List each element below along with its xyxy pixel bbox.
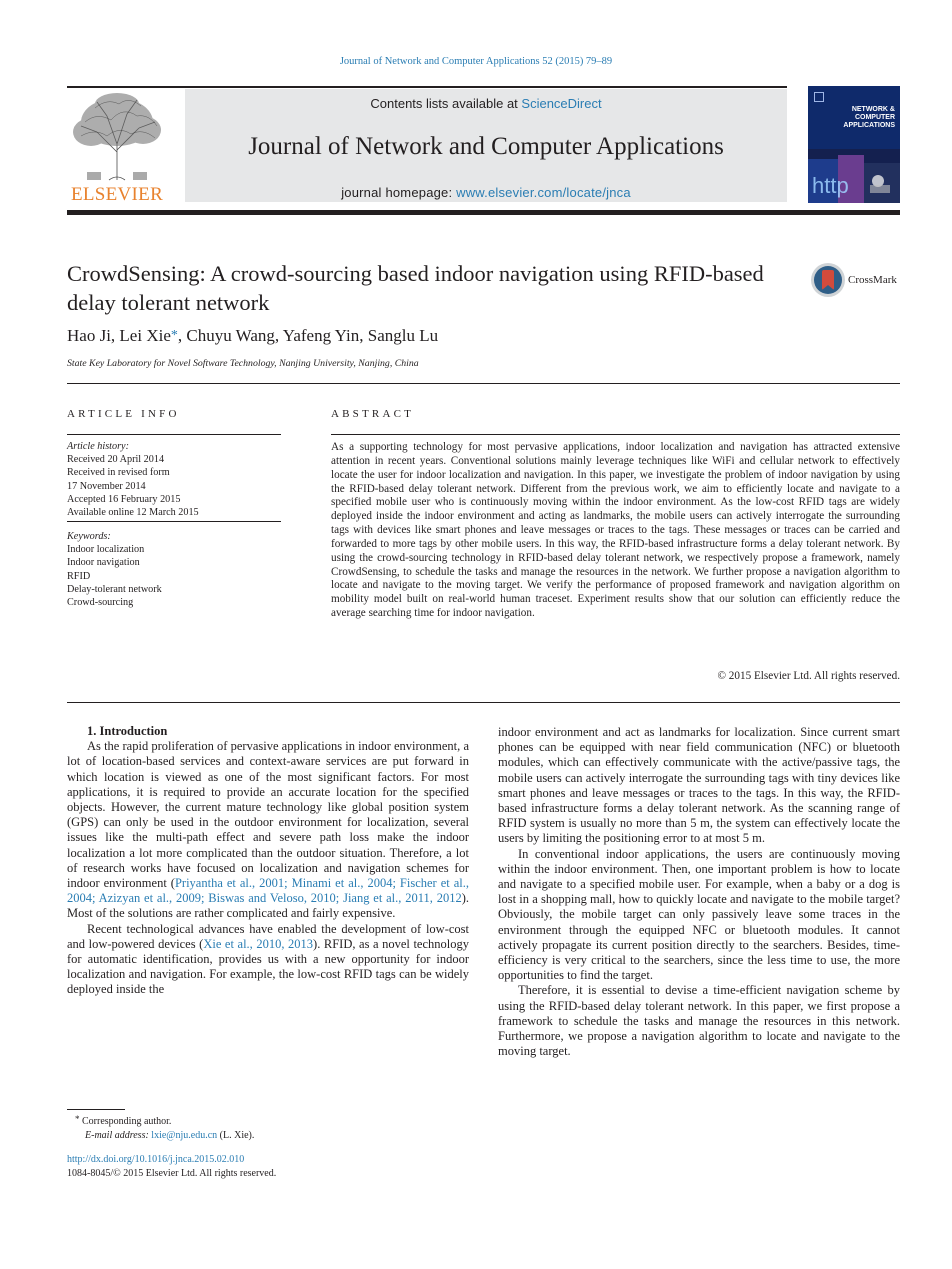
article-info-rule <box>67 434 281 435</box>
keyword-item: Indoor localization <box>67 544 145 556</box>
homepage-link[interactable]: www.elsevier.com/locate/jnca <box>456 185 631 200</box>
history-item: Received 20 April 2014 <box>67 454 165 466</box>
issn-line: 1084-8045/© 2015 Elsevier Ltd. All rights reserved. <box>67 1167 277 1179</box>
sciencedirect-link[interactable]: ScienceDirect <box>521 96 602 111</box>
journal-reference[interactable]: Journal of Network and Computer Applications 52 (2015) 79–89 <box>339 56 613 67</box>
abstract-heading: ABSTRACT <box>331 408 415 420</box>
contents-prefix: Contents lists available at <box>370 96 522 111</box>
journal-cover-image[interactable] <box>808 86 900 203</box>
history-rule <box>67 521 281 522</box>
body-column-right <box>498 725 900 1059</box>
crossmark-badge[interactable] <box>810 262 910 300</box>
citation-link[interactable]: Xie et al., 2010, 2013 <box>203 936 314 951</box>
journal-title: Journal of Network and Computer Applications <box>248 133 724 160</box>
keyword-item: Indoor navigation <box>67 557 140 569</box>
email-label: E-mail address: <box>85 1129 152 1141</box>
paragraph-text: ). Most of the solutions are rather complicated and fairly expensive. <box>67 891 469 921</box>
publisher-name: ELSEVIER <box>70 184 164 205</box>
section-heading: 1. Introduction <box>87 724 168 738</box>
doi-block <box>67 1153 276 1180</box>
affiliation: State Key Laboratory for Novel Software Technology, Nanjing University, Nanjing, China <box>67 358 419 369</box>
corresponding-author-mark[interactable]: * <box>170 328 178 343</box>
history-item: 17 November 2014 <box>67 480 146 492</box>
footnote-mark: * <box>75 1114 80 1124</box>
paragraph: indoor environment and act as landmarks for localization. Since current smart phones can be equipped with near field communication (NFC) or bluetooth modules, which can effectively communicate with the active/passive tags, the mobile users can actively interrogate the surrounding tags with tiny devices like smart phones and leave messages or traces to the tags. In this way, the RFID-based infrastructure forms a delay tolerant network. As the scanning range of RFID system is usually no more than 5 m, the system can effectively locate the users by limiting the positioning error to at most 5 m. <box>498 725 900 846</box>
crossmark-label: CrossMark <box>848 274 897 286</box>
contents-availability <box>185 96 787 111</box>
history-item: Received in revised form <box>67 467 170 479</box>
body-column-left <box>67 724 469 998</box>
keyword-item: RFID <box>67 570 91 582</box>
paragraph: In conventional indoor applications, the users are continuously moving within the indoor environment. Then, one important problem is how to locate and navigate to a specified mobile user. For example, when a baby or a dog is lost in a shopping mall, how to quickly locate and navigate to the mobile target? Obviously, the mobile target can only passively leave some traces in the environment through the equipped NFC or bluetooth modules. It cannot actively propagate its current position directly to the searchers. Besides, time-efficiency is very critical to the searchers, since the less time to use, the more opportunities to find the target. <box>498 846 900 983</box>
keywords <box>67 530 281 609</box>
paragraph: Therefore, it is essential to devise a time-efficient navigation scheme by using the RFID-based delay tolerant network. In this paper, we first propose a framework to schedule the tasks and manage the resources in this network. Furthermore, we propose a navigation algorithm to locate and navigate to the moving target. <box>498 983 900 1059</box>
history-label: Article history: <box>67 441 129 452</box>
history-item: Available online 12 March 2015 <box>67 507 199 519</box>
article-history <box>67 440 281 519</box>
masthead-rule <box>67 86 787 88</box>
journal-homepage <box>185 185 787 200</box>
citation-link[interactable]: Priyantha et al., 2001; Minami et al., 2004; Fischer et al., 2004; Azizyan et al., 2009; Biswas and Veloso, 2010; Jiang et al., 2011, 2012 <box>67 876 469 906</box>
email-link[interactable]: lxie@nju.edu.cn <box>151 1129 218 1141</box>
authors-first: Hao Ji, Lei Xie <box>67 326 171 345</box>
masthead-bottom-rule <box>67 210 900 215</box>
paragraph <box>67 922 469 998</box>
paragraph-text: ). RFID, as a novel technology for automatic identification, provides us with a new opportunity for indoor localization and navigation. For example, the low-cost RFID tags can be widely deployed inside the <box>67 936 469 997</box>
cover-art-icon <box>808 149 900 203</box>
article-title: CrowdSensing: A crowd-sourcing based indoor navigation using RFID-based delay tolerant network <box>67 261 764 315</box>
crossmark-icon <box>810 262 846 298</box>
corresponding-author-note: Corresponding author. <box>79 1116 172 1127</box>
paragraph <box>67 739 469 921</box>
abstract-copyright: © 2015 Elsevier Ltd. All rights reserved. <box>717 670 900 682</box>
email-suffix: (L. Xie). <box>217 1129 255 1141</box>
svg-text:http: http <box>812 173 849 198</box>
cover-logo-icon <box>814 92 824 102</box>
abstract-rule <box>331 434 900 435</box>
doi-link[interactable]: http://dx.doi.org/10.1016/j.jnca.2015.02.010 <box>67 1154 245 1165</box>
cover-title: NETWORK & COMPUTER APPLICATIONS <box>843 106 895 129</box>
authors-rest: , Chuyu Wang, Yafeng Yin, Sanglu Lu <box>177 326 439 345</box>
abstract-text: As a supporting technology for most pervasive applications, indoor localization and navigation has attracted extensive attention in recent years. Conventional solutions mainly leverage techniques like WiFi and cellular network to effectively locate the user for indoor localization and navigation. In this paper, we investigate the problem of indoor navigation by using the RFID-based delay tolerant network. Different from the previous work, we aim to efficiently locate and navigate to a specified mobile user who is continuously moving within the indoor environment. As the low-cost RFID tags are widely deployed inside the indoor environment and acting as landmarks, the mobile users can actively interrogate the surrounding tags with devices like smart phones and leave messages or traces to the tags. These messages or traces can be carried and forwarded to more tags by other mobile users. In this way, the RFID-based infrastructure forms a delay tolerant network. By using the crowd-sourcing technology in RFID-based delay tolerant network, we respectively propose a framework, namely CrowdSensing, to schedule the tasks and manage the resources in the network. We further propose a navigation algorithm to locate and navigate to the moving target. We verify the performance of proposed framework and navigation algorithm on mobility model built on real-world human traceset. Experiment results show that our solution can efficiently reduce the average searching time for indoor navigation. <box>331 441 900 620</box>
homepage-prefix: journal homepage: <box>341 185 457 200</box>
history-item: Accepted 16 February 2015 <box>67 493 181 505</box>
keywords-label: Keywords: <box>67 531 111 542</box>
paragraph-text: As the rapid proliferation of pervasive applications in indoor environment, a lot of location-based services and context-aware services are put forward in which location is viewed as one of the most significant factors. For most applications, it is required to provide an accurate location for the specified objects. However, the current mature technology like global position system (GPS) can only be used in the outdoor environment for localization, several issues like the multi-path effect and severe path loss make the indoor localization a lot more complicated than the outdoor situation. Therefore, a lot of research works have focused on localization and navigation schemes for indoor environment ( <box>67 739 469 891</box>
article-info-heading: ARTICLE INFO <box>67 408 180 420</box>
keyword-item: Crowd-sourcing <box>67 597 134 609</box>
footnote-rule <box>67 1109 125 1110</box>
author-list <box>67 326 438 346</box>
title-divider <box>67 383 900 384</box>
footnote <box>75 1113 254 1142</box>
abstract-divider <box>67 702 900 703</box>
paragraph-text: Recent technological advances have enabled the development of low-cost and low-powered devices ( <box>67 921 469 951</box>
keyword-item: Delay-tolerant network <box>67 583 162 595</box>
